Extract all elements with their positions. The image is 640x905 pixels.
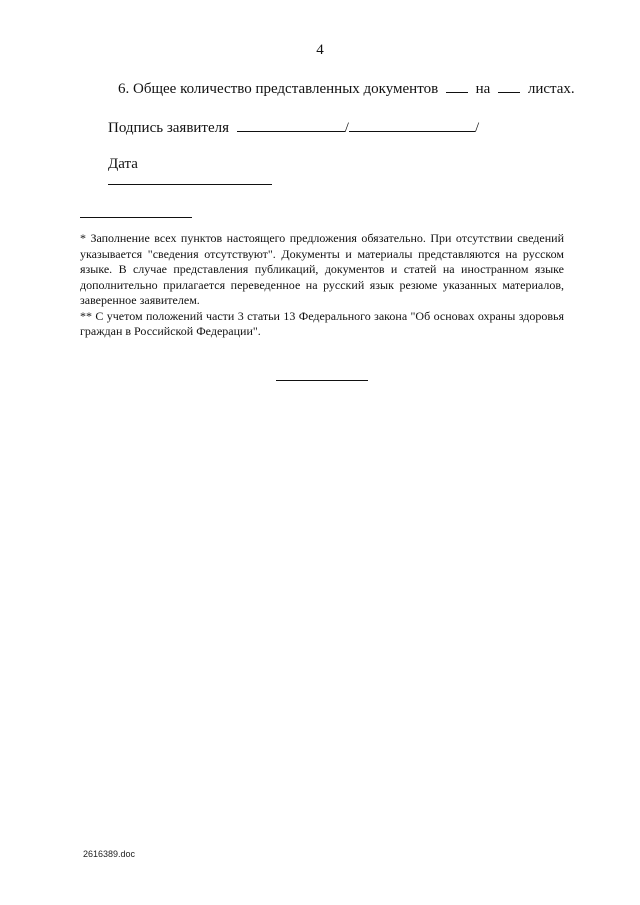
signature-blank <box>237 117 345 132</box>
sheets-count-blank <box>498 78 520 93</box>
footnote-separator <box>80 217 192 218</box>
signature-separator: / <box>344 120 349 136</box>
documents-on-label: на <box>475 81 491 97</box>
signature-line <box>108 117 479 137</box>
signature-end: / <box>474 120 480 136</box>
footnotes <box>80 231 564 340</box>
end-of-document-rule <box>276 380 368 381</box>
footnote-1: * Заполнение всех пунктов настоящего предложения обязательно. При отсутствии сведений указывается "сведения отсутствуют". Документы и материалы представляются на русском языке. В случае представления публикаций, документов и статей на иностранном языке дополнительно прилагается переведенное на русский язык резюме указанных материалов, заверенное заявителем. <box>80 231 564 307</box>
footnote-2: ** С учетом положений части 3 статьи 13 Федерального закона "Об основах охраны здоровья граждан в Российской Федерации". <box>80 308 564 338</box>
file-reference: 2616389.doc <box>83 849 136 859</box>
date-blank <box>108 184 272 185</box>
documents-count-blank <box>446 78 468 93</box>
date-label: Дата <box>108 156 138 172</box>
documents-count-line <box>118 78 575 98</box>
signature-label: Подпись заявителя <box>108 120 230 136</box>
signature-name-blank <box>349 117 475 132</box>
page-number: 4 <box>316 42 324 58</box>
documents-count-label: 6. Общее количество представленных документов <box>118 81 439 97</box>
sheets-label: листах. <box>527 81 575 97</box>
